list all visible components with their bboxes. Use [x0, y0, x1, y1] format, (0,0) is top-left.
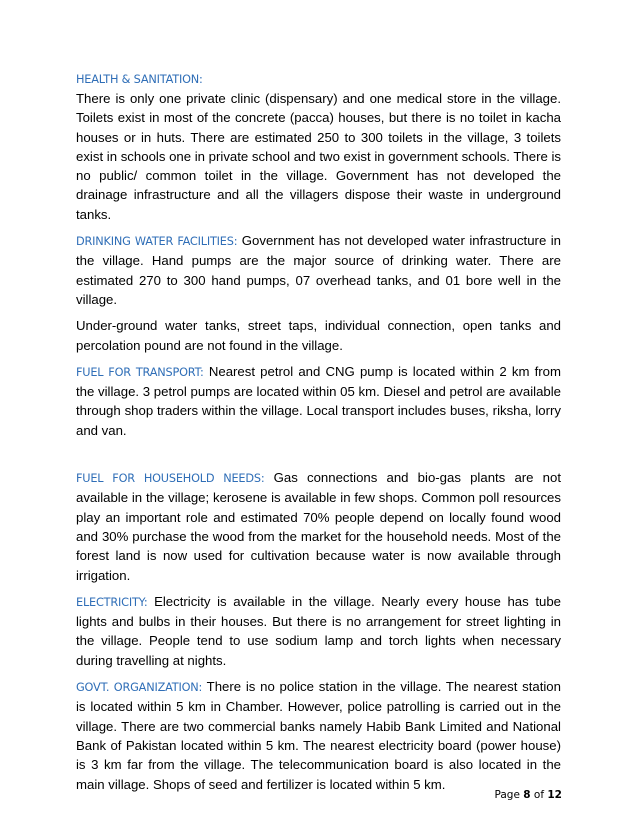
govt-organization-paragraph — [76, 677, 561, 794]
fuel-household-text: Gas connections and bio-gas plants are not available in the village; kerosene is available in few shops. Common poll resources play an important role and estimated 70% people depend on locally found wood and 30% purchase the wood from the market for the household needs. Most of the forest land is now used for cultivation because water is now available through irrigation. — [76, 470, 561, 583]
page-content — [76, 72, 561, 801]
water-absent-paragraph: Under-ground water tanks, street taps, individual connection, open tanks and percolation pound are not found in the village. — [76, 318, 561, 353]
govt-organization-heading: GOVT. ORGANIZATION: — [76, 681, 203, 695]
health-sanitation-paragraph: There is only one private clinic (dispensary) and one medical store in the village. Toilets exist in most of the concrete (pacca) houses, but there is no toilet in kacha houses or in huts. There are estimated 250 to 300 toilets in the village, 3 toilets exist in schools one in private school and two exist in government schools. There is no public/ common toilet in the village. Government has not developed the drainage infrastructure and all the villagers dispose their waste in underground tanks. — [76, 91, 562, 222]
govt-organization-text: There is no police station in the village. The nearest station is located within 5 km in Chamber. However, police patrolling is carried out in the village. There are two commercial banks namely Habib Bank Limited and National Bank of Pakistan located within 5 km. The nearest electricity board (power house) is 3 km far from the village. The telecommunication board is also located in the main village. Shops of seed and fertilizer is located within 5 km. — [76, 679, 561, 792]
page-total: 12 — [547, 789, 562, 801]
drinking-water-text: Government has not developed water infrastructure in the village. Hand pumps are the major source of drinking water. There are estimated 270 to 300 hand pumps, 07 overhead tanks, and 01 bore well in the village. — [76, 233, 561, 307]
drinking-water-heading: DRINKING WATER FACILITIES: — [76, 235, 238, 249]
electricity-paragraph — [76, 592, 561, 670]
page-label: Page — [494, 789, 520, 801]
fuel-household-heading: FUEL FOR HOUSEHOLD NEEDS: — [76, 472, 265, 486]
fuel-household-paragraph — [76, 468, 561, 585]
of-label: of — [533, 789, 545, 801]
fuel-transport-heading: FUEL FOR TRANSPORT: — [76, 365, 204, 379]
page-footer — [494, 789, 562, 801]
fuel-transport-paragraph — [76, 362, 561, 440]
electricity-text: Electricity is available in the village. Nearly every house has tube lights and bulbs in their houses. But there is no arrangement for street lighting in the village. People tend to use sodium lamp and torch lights when necessary during travelling at nights. — [76, 593, 561, 668]
page-number: 8 — [523, 789, 531, 801]
health-sanitation-heading: HEALTH & SANITATION: — [76, 73, 203, 86]
fuel-transport-text: Nearest petrol and CNG pump is located within 2 km from the village. 3 petrol pumps are located within 05 km. Diesel and petrol are available through shop traders within the village. Local transport includes buses, riksha, lorry and van. — [76, 363, 561, 438]
drinking-water-paragraph — [76, 231, 561, 309]
electricity-heading: ELECTRICITY: — [76, 595, 148, 609]
